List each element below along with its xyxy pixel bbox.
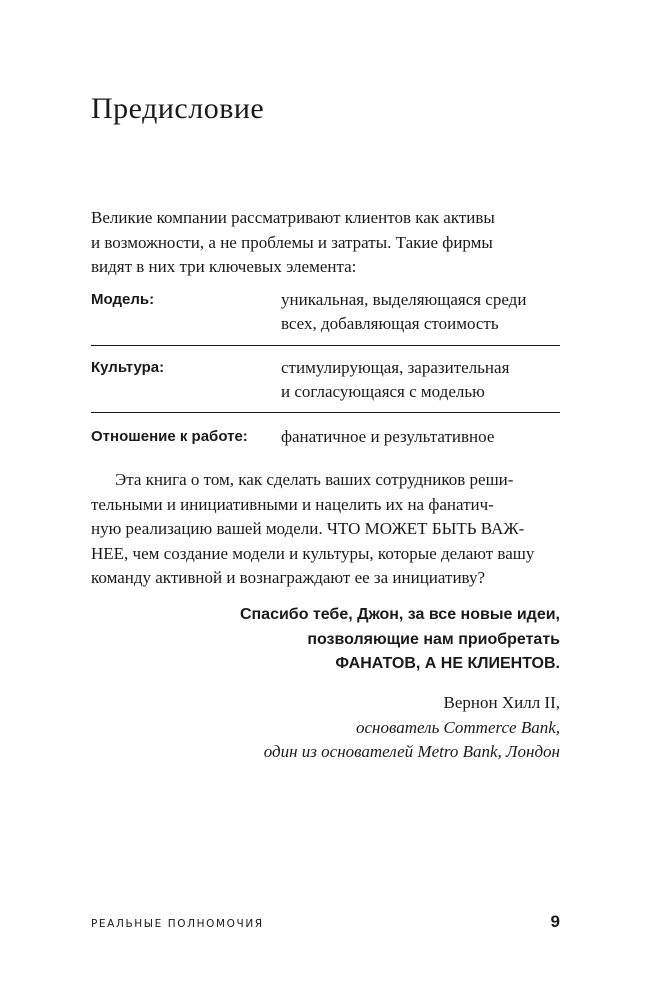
element-label-culture: Культура: (91, 359, 165, 376)
body-line: Эта книга о том, как сделать ваших сотрудников реши- (115, 470, 514, 489)
thanks-quote (91, 603, 560, 677)
element-value-line: фанатичное и результативное (281, 427, 495, 446)
body-line: тельными и инициативными и нацелить их на фанатич- (91, 494, 494, 514)
body-line: команду активной и вознаграждают ее за инициативу? (91, 568, 486, 587)
element-value-model (281, 288, 526, 336)
body-paragraph (91, 468, 560, 591)
signature-role: один из основателей Metro Bank, Лондон (263, 742, 560, 761)
element-label-model: Модель: (91, 291, 155, 308)
intro-line: видят в них три ключевых элемента: (91, 257, 357, 276)
thanks-line: ФАНАТОВ, А НЕ КЛИЕНТОВ. (335, 655, 560, 672)
signature-block (91, 691, 560, 765)
intro-paragraph (91, 206, 561, 280)
signature-role: основатель Commerce Bank, (356, 717, 560, 737)
element-value-line: уникальная, выделяющаяся среди (281, 290, 527, 309)
element-value-line: стимулирующая, заразительная (281, 358, 510, 377)
running-footer-title: РЕАЛЬНЫЕ ПОЛНОМОЧИЯ (91, 918, 264, 930)
element-label-attitude: Отношение к работе: (91, 428, 248, 445)
page-title: Предисловие (91, 92, 265, 125)
thanks-line: позволяющие нам приобретать (307, 630, 560, 648)
thanks-line: Спасибо тебе, Джон, за все новые идеи, (239, 606, 560, 623)
table-divider (91, 412, 560, 413)
table-divider (91, 345, 560, 346)
page-number: 9 (550, 912, 560, 931)
element-value-line: и согласующаяся с моделью (281, 382, 485, 401)
body-line: ную реализацию вашей модели. ЧТО МОЖЕТ БЫТЬ ВАЖ- (91, 519, 525, 538)
element-value-culture (281, 356, 509, 404)
element-value-line: всех, добавляющая стоимость (281, 314, 499, 333)
signature-name: Вернон Хилл II, (443, 693, 560, 712)
body-line: НЕЕ, чем создание модели и культуры, которые делают вашу (91, 543, 535, 563)
element-value-attitude (281, 425, 494, 449)
intro-line: Великие компании рассматривают клиентов как активы (91, 208, 495, 227)
intro-line: и возможности, а не проблемы и затраты. Такие фирмы (91, 232, 493, 252)
